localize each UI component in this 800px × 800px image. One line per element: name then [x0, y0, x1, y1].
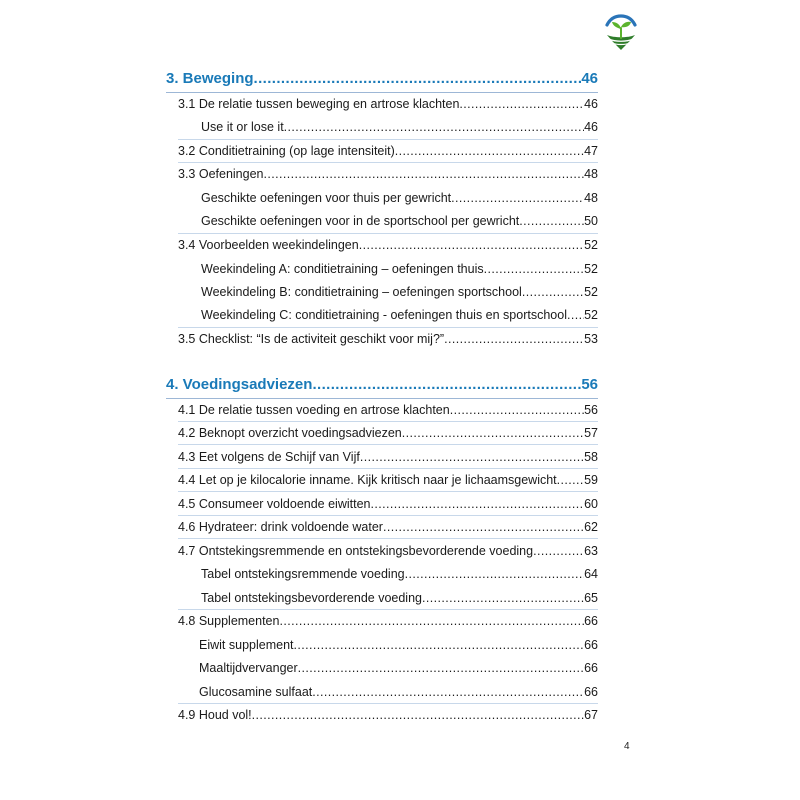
divider	[178, 233, 598, 234]
toc-entry-title: 3.5 Checklist: “Is de activiteit geschikt voor mij?”	[178, 332, 445, 346]
toc-subentry-thuis[interactable]	[201, 190, 598, 206]
divider	[178, 444, 598, 445]
toc-leader-dots	[402, 425, 584, 441]
toc-page-number: 59	[584, 473, 598, 487]
toc-leader-dots	[459, 96, 584, 112]
divider	[178, 468, 598, 469]
toc-chapter-title: 4. Voedingsadviezen	[166, 376, 313, 393]
toc-entry-title: Use it or lose it	[201, 120, 284, 134]
divider	[178, 421, 598, 422]
toc-entry-4-6[interactable]	[178, 519, 598, 535]
toc-leader-dots	[444, 331, 584, 347]
toc-page-number: 67	[584, 708, 598, 722]
toc-entry-4-2[interactable]	[178, 425, 598, 441]
toc-entry-title: 3.4 Voorbeelden weekindelingen	[178, 238, 359, 252]
toc-leader-dots	[522, 284, 584, 300]
toc-page-number: 56	[584, 403, 598, 417]
toc-leader-dots	[254, 70, 582, 88]
toc-entry-title: Geschikte oefeningen voor thuis per gewricht	[201, 191, 452, 205]
toc-subentry-sportschool[interactable]	[201, 213, 598, 229]
toc-entry-title: Maaltijdvervanger	[199, 661, 298, 675]
toc-subentry-bevorderend[interactable]	[201, 590, 598, 606]
divider	[178, 139, 598, 140]
toc-entry-title: 4.3 Eet volgens de Schijf van Vijf	[178, 450, 360, 464]
toc-subentry-weekindeling-a[interactable]	[201, 261, 598, 277]
toc-leader-dots	[370, 496, 584, 512]
toc-subentry-weekindeling-c[interactable]	[201, 307, 598, 323]
divider	[178, 538, 598, 539]
toc-page-number: 46	[581, 70, 598, 87]
toc-leader-dots	[252, 707, 584, 723]
toc-leader-dots	[312, 376, 581, 394]
toc-page-number: 52	[584, 285, 598, 299]
toc-page-number: 66	[584, 685, 598, 699]
toc-leader-dots	[284, 119, 584, 135]
toc-entry-title: Weekindeling B: conditietraining – oefeningen sportschool	[201, 285, 522, 299]
toc-entry-title: 4.1 De relatie tussen voeding en artrose klachten	[178, 403, 450, 417]
toc-subentry-remmend[interactable]	[201, 566, 598, 582]
toc-leader-dots	[405, 566, 584, 582]
toc-leader-dots	[360, 449, 584, 465]
divider	[178, 162, 598, 163]
toc-leader-dots	[264, 166, 585, 182]
toc-leader-dots	[312, 684, 584, 700]
toc-entry-title: Geschikte oefeningen voor in de sportschool per gewricht	[201, 214, 520, 228]
toc-entry-3-5[interactable]	[178, 331, 598, 347]
toc-leader-dots	[450, 402, 584, 418]
toc-page-number: 46	[584, 120, 598, 134]
toc-leader-dots	[484, 261, 584, 277]
toc-entry-title: Tabel ontstekingsremmende voeding	[201, 567, 405, 581]
toc-leader-dots	[567, 307, 584, 323]
divider	[178, 515, 598, 516]
toc-leader-dots	[422, 590, 584, 606]
toc-chapter-title: 3. Beweging	[166, 70, 254, 87]
toc-page-number: 50	[584, 214, 598, 228]
divider	[178, 327, 598, 328]
toc-leader-dots	[294, 637, 585, 653]
toc-page-number: 48	[584, 167, 598, 181]
toc-leader-dots	[279, 613, 584, 629]
toc-entry-title: Weekindeling A: conditietraining – oefeningen thuis	[201, 262, 484, 276]
toc-page-number: 66	[584, 661, 598, 675]
toc-leader-dots	[557, 472, 584, 488]
divider	[166, 398, 598, 399]
toc-chapter-beweging[interactable]	[166, 70, 598, 88]
toc-page-number: 52	[584, 238, 598, 252]
toc-page-number: 63	[584, 544, 598, 558]
divider	[166, 92, 598, 93]
toc-entry-title: 3.2 Conditietraining (op lage intensiteit)	[178, 144, 395, 158]
toc-entry-3-3[interactable]	[178, 166, 598, 182]
toc-page-number: 65	[584, 591, 598, 605]
toc-page-number: 60	[584, 497, 598, 511]
toc-entry-title: 4.5 Consumeer voldoende eiwitten	[178, 497, 371, 511]
toc-entry-3-2[interactable]	[178, 143, 598, 159]
toc-page-number: 62	[584, 520, 598, 534]
toc-entry-title: Glucosamine sulfaat	[199, 685, 313, 699]
toc-entry-4-1[interactable]	[178, 402, 598, 418]
toc-leader-dots	[383, 519, 584, 535]
toc-page-number: 47	[584, 144, 598, 158]
toc-entry-4-8[interactable]	[178, 613, 598, 629]
toc-page-number: 53	[584, 332, 598, 346]
toc-page-number: 57	[584, 426, 598, 440]
toc-entry-4-5[interactable]	[178, 496, 598, 512]
toc-chapter-voedingsadviezen[interactable]	[166, 376, 598, 394]
toc-entry-3-1[interactable]	[178, 96, 598, 112]
toc-leader-dots	[298, 660, 584, 676]
toc-entry-title: 4.8 Supplementen	[178, 614, 280, 628]
toc-leader-dots	[533, 543, 584, 559]
toc-leader-dots	[359, 237, 584, 253]
toc-entry-title: 3.1 De relatie tussen beweging en artrose klachten	[178, 97, 460, 111]
divider	[178, 609, 598, 610]
page-number: 4	[624, 741, 630, 752]
toc-page-number: 52	[584, 262, 598, 276]
toc-entry-4-3[interactable]	[178, 449, 598, 465]
toc-entry-title: 4.7 Ontstekingsremmende en ontstekingsbevorderende voeding	[178, 544, 534, 558]
toc-page-number: 46	[584, 97, 598, 111]
toc-entry-title: 4.6 Hydrateer: drink voldoende water	[178, 520, 383, 534]
toc-entry-title: Tabel ontstekingsbevorderende voeding	[201, 591, 422, 605]
toc-entry-4-4[interactable]	[178, 472, 598, 488]
toc-page-number: 48	[584, 191, 598, 205]
toc-leader-dots	[519, 213, 584, 229]
toc-entry-title: 4.2 Beknopt overzicht voedingsadviezen	[178, 426, 402, 440]
toc-entry-title: 4.4 Let op je kilocalorie inname. Kijk kritisch naar je lichaamsgewicht	[178, 473, 557, 487]
toc-entry-title: Weekindeling C: conditietraining - oefeningen thuis en sportschool	[201, 308, 567, 322]
divider	[178, 703, 598, 704]
toc-page-number: 58	[584, 450, 598, 464]
toc-leader-dots	[451, 190, 584, 206]
divider	[178, 491, 598, 492]
toc-subentry-weekindeling-b[interactable]	[201, 284, 598, 300]
toc-page-number: 64	[584, 567, 598, 581]
toc-leader-dots	[395, 143, 584, 159]
toc-subentry-maaltijd[interactable]	[199, 660, 598, 676]
toc-subentry-eiwit[interactable]	[199, 637, 598, 653]
toc-entry-title: 3.3 Oefeningen	[178, 167, 264, 181]
toc-page-number: 66	[584, 638, 598, 652]
toc-entry-4-7[interactable]	[178, 543, 598, 559]
toc-entry-title: 4.9 Houd vol!	[178, 708, 252, 722]
toc-page-number: 66	[584, 614, 598, 628]
toc-page-number: 56	[581, 376, 598, 393]
toc-subentry-use-it[interactable]	[201, 119, 598, 135]
toc-subentry-glucosamine[interactable]	[199, 684, 598, 700]
toc-page-number: 52	[584, 308, 598, 322]
toc-entry-4-9[interactable]	[178, 707, 598, 723]
toc-entry-title: Eiwit supplement	[199, 638, 294, 652]
toc-entry-3-4[interactable]	[178, 237, 598, 253]
